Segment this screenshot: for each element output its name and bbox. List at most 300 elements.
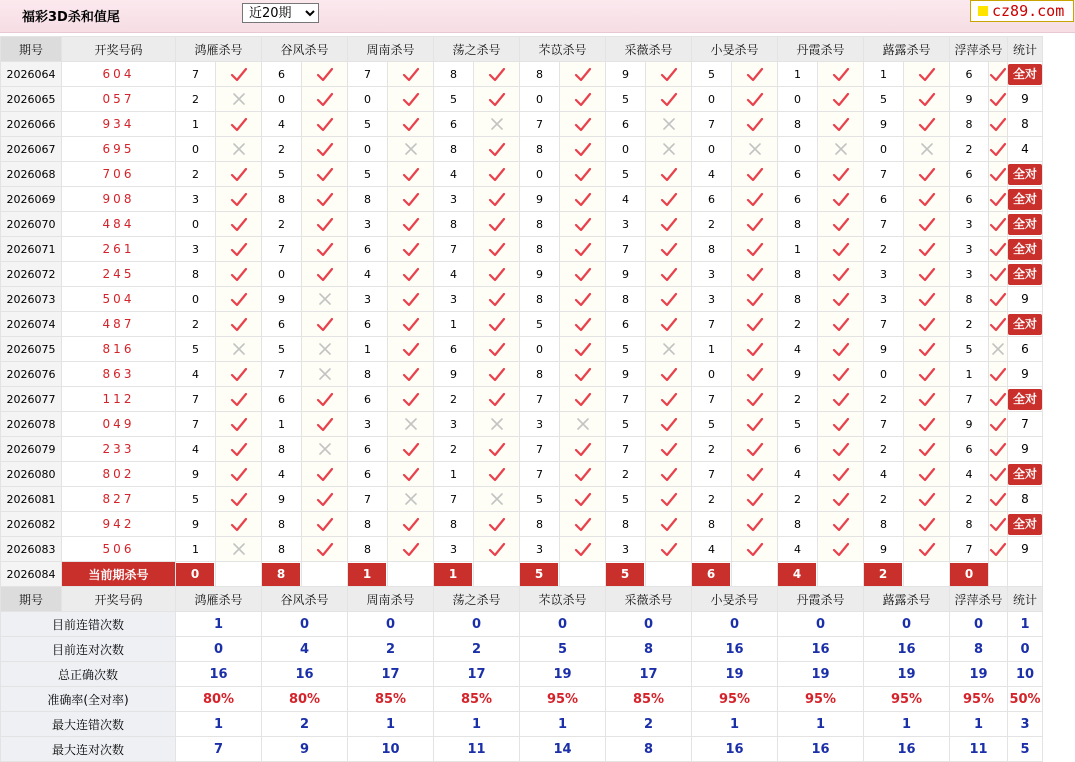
draw-row [1, 487, 1043, 512]
kill-number: 8 [520, 512, 560, 537]
check-icon [732, 112, 778, 137]
summary-row [1, 662, 1043, 687]
draw-number: 504 [62, 287, 176, 312]
draw-row [1, 362, 1043, 387]
check-icon [474, 437, 520, 462]
kill-number: 6 [348, 237, 388, 262]
logo-text: cz89.com [992, 2, 1065, 20]
check-icon [904, 537, 950, 562]
issue-number: 2026076 [1, 362, 62, 387]
cross-icon [904, 137, 950, 162]
cross-icon [302, 287, 348, 312]
header-expert: 丹霞杀号 [778, 37, 864, 62]
kill-number: 4 [176, 362, 216, 387]
check-icon [818, 337, 864, 362]
kill-number: 5 [520, 487, 560, 512]
cross-icon [646, 137, 692, 162]
check-icon [989, 512, 1008, 537]
check-icon [646, 362, 692, 387]
kill-number: 5 [606, 162, 646, 187]
header-expert: 小旻杀号 [692, 37, 778, 62]
kill-number: 8 [520, 362, 560, 387]
check-icon [302, 137, 348, 162]
summary-value: 1 [434, 712, 520, 737]
summary-value: 1 [778, 712, 864, 737]
summary-value: 0 [950, 612, 1008, 637]
check-icon [646, 237, 692, 262]
kill-number: 3 [692, 262, 732, 287]
summary-value: 16 [262, 662, 348, 687]
kill-number: 3 [348, 412, 388, 437]
check-icon [474, 62, 520, 87]
kill-number: 7 [864, 312, 904, 337]
summary-value: 85% [434, 687, 520, 712]
check-icon [216, 162, 262, 187]
check-icon [560, 62, 606, 87]
draw-number: 487 [62, 312, 176, 337]
check-icon [989, 312, 1008, 337]
current-kill-blank [474, 562, 520, 587]
kill-number: 0 [176, 137, 216, 162]
check-icon [216, 387, 262, 412]
check-icon [474, 212, 520, 237]
check-icon [474, 187, 520, 212]
kill-number: 2 [176, 162, 216, 187]
summary-value: 8 [950, 637, 1008, 662]
kill-number: 3 [434, 187, 474, 212]
kill-number: 4 [176, 437, 216, 462]
kill-number: 1 [864, 62, 904, 87]
header-issue: 期号 [1, 587, 62, 612]
row-stat: 9 [1008, 362, 1043, 387]
summary-value: 1 [520, 712, 606, 737]
check-icon [732, 162, 778, 187]
kill-number: 0 [520, 87, 560, 112]
cross-icon [388, 487, 434, 512]
all-right-badge: 全对 [1008, 464, 1042, 485]
row-stat: 6 [1008, 337, 1043, 362]
check-icon [818, 537, 864, 562]
kill-number: 3 [176, 237, 216, 262]
row-stat: 9 [1008, 537, 1043, 562]
kill-number: 7 [606, 437, 646, 462]
summary-value: 0 [864, 612, 950, 637]
kill-number: 8 [434, 512, 474, 537]
kill-number: 6 [262, 312, 302, 337]
current-kill-blank [646, 562, 692, 587]
header-stat: 统计 [1008, 37, 1043, 62]
summary-value: 0 [348, 612, 434, 637]
kill-number: 3 [520, 412, 560, 437]
check-icon [560, 287, 606, 312]
check-icon [388, 187, 434, 212]
issue-number: 2026071 [1, 237, 62, 262]
all-right-badge: 全对 [1008, 189, 1042, 210]
summary-value: 80% [262, 687, 348, 712]
header-expert: 浮萍杀号 [950, 587, 1008, 612]
check-icon [302, 512, 348, 537]
summary-label: 准确率(全对率) [1, 687, 176, 712]
summary-stat: 1 [1008, 612, 1043, 637]
kill-number: 9 [864, 537, 904, 562]
check-icon [302, 212, 348, 237]
check-icon [818, 437, 864, 462]
kill-number: 2 [692, 212, 732, 237]
kill-number: 9 [778, 362, 818, 387]
check-icon [646, 462, 692, 487]
summary-value: 5 [520, 637, 606, 662]
summary-value: 4 [262, 637, 348, 662]
header-stat: 统计 [1008, 587, 1043, 612]
check-icon [646, 387, 692, 412]
header-row [1, 37, 1043, 62]
summary-value: 80% [176, 687, 262, 712]
check-icon [216, 187, 262, 212]
summary-value: 1 [176, 712, 262, 737]
kill-number: 8 [606, 512, 646, 537]
cross-icon [302, 437, 348, 462]
kill-number: 6 [606, 112, 646, 137]
check-icon [646, 287, 692, 312]
kill-number: 0 [348, 137, 388, 162]
current-kill-cell [950, 562, 989, 587]
summary-value: 8 [606, 637, 692, 662]
kill-number: 3 [950, 262, 989, 287]
cross-icon [216, 137, 262, 162]
kill-number: 6 [606, 312, 646, 337]
kill-number: 9 [176, 512, 216, 537]
check-icon [216, 212, 262, 237]
check-icon [818, 287, 864, 312]
check-icon [302, 187, 348, 212]
check-icon [474, 287, 520, 312]
check-icon [388, 87, 434, 112]
row-stat [1008, 162, 1043, 187]
kill-number: 3 [520, 537, 560, 562]
check-icon [818, 262, 864, 287]
summary-value: 17 [606, 662, 692, 687]
summary-value: 0 [434, 612, 520, 637]
kill-number: 1 [176, 112, 216, 137]
current-kill-cell [520, 562, 560, 587]
check-icon [216, 487, 262, 512]
draw-number: 706 [62, 162, 176, 187]
kill-number: 3 [176, 187, 216, 212]
kill-number: 2 [864, 487, 904, 512]
check-icon [732, 212, 778, 237]
check-icon [560, 512, 606, 537]
kill-number: 9 [520, 262, 560, 287]
kill-number: 8 [348, 512, 388, 537]
issue-number: 2026069 [1, 187, 62, 212]
kill-number: 7 [520, 462, 560, 487]
check-icon [388, 312, 434, 337]
check-icon [216, 262, 262, 287]
draw-number: 695 [62, 137, 176, 162]
header-expert: 采薇杀号 [606, 587, 692, 612]
check-icon [388, 287, 434, 312]
check-icon [474, 462, 520, 487]
summary-value: 95% [778, 687, 864, 712]
header-expert: 芣苡杀号 [520, 37, 606, 62]
check-icon [560, 537, 606, 562]
current-kill-number: 6 [692, 563, 730, 586]
kill-number: 9 [434, 362, 474, 387]
check-icon [388, 387, 434, 412]
current-kill-blank [904, 562, 950, 587]
check-icon [302, 262, 348, 287]
site-logo[interactable] [970, 0, 1074, 22]
kill-number: 4 [434, 162, 474, 187]
check-icon [818, 412, 864, 437]
all-right-badge: 全对 [1008, 314, 1042, 335]
header-expert: 小旻杀号 [692, 587, 778, 612]
check-icon [646, 62, 692, 87]
header-expert: 周南杀号 [348, 587, 434, 612]
page-title: 福彩3D杀和值尾 [22, 10, 120, 25]
kill-number: 6 [778, 162, 818, 187]
current-issue-number: 2026084 [1, 562, 62, 587]
kill-number: 3 [950, 212, 989, 237]
check-icon [732, 462, 778, 487]
check-icon [989, 412, 1008, 437]
kill-number: 7 [864, 412, 904, 437]
draw-row [1, 237, 1043, 262]
check-icon [904, 387, 950, 412]
check-icon [989, 237, 1008, 262]
current-kill-number: 8 [262, 563, 300, 586]
summary-row [1, 637, 1043, 662]
check-icon [818, 212, 864, 237]
kill-number: 6 [864, 187, 904, 212]
summary-value: 11 [434, 737, 520, 762]
summary-value: 16 [692, 737, 778, 762]
check-icon [904, 362, 950, 387]
kill-number: 0 [864, 362, 904, 387]
kill-number: 5 [606, 412, 646, 437]
row-stat [1008, 62, 1043, 87]
draw-row [1, 137, 1043, 162]
current-kill-number: 2 [864, 563, 902, 586]
kill-number: 2 [950, 487, 989, 512]
row-stat [1008, 262, 1043, 287]
summary-value: 2 [262, 712, 348, 737]
summary-stat: 3 [1008, 712, 1043, 737]
check-icon [646, 187, 692, 212]
header-draw: 开奖号码 [62, 587, 176, 612]
kill-number: 6 [950, 437, 989, 462]
kill-number: 9 [950, 412, 989, 437]
issue-number: 2026075 [1, 337, 62, 362]
check-icon [388, 112, 434, 137]
check-icon [388, 437, 434, 462]
check-icon [302, 112, 348, 137]
check-icon [560, 187, 606, 212]
check-icon [388, 212, 434, 237]
kill-number: 5 [606, 87, 646, 112]
summary-value: 17 [348, 662, 434, 687]
kill-number: 1 [348, 337, 388, 362]
draw-row [1, 337, 1043, 362]
all-right-badge: 全对 [1008, 389, 1042, 410]
issue-number: 2026067 [1, 137, 62, 162]
check-icon [989, 87, 1008, 112]
summary-value: 19 [778, 662, 864, 687]
header-expert: 谷风杀号 [262, 587, 348, 612]
check-icon [474, 262, 520, 287]
draw-row [1, 262, 1043, 287]
row-stat: 9 [1008, 87, 1043, 112]
draw-row [1, 437, 1043, 462]
kill-number: 6 [262, 387, 302, 412]
check-icon [818, 237, 864, 262]
summary-value: 2 [348, 637, 434, 662]
check-icon [646, 487, 692, 512]
draw-row [1, 187, 1043, 212]
header-expert: 鸿雁杀号 [176, 37, 262, 62]
issue-number: 2026083 [1, 537, 62, 562]
kill-number: 9 [606, 262, 646, 287]
kill-number: 4 [778, 337, 818, 362]
summary-label: 目前连错次数 [1, 612, 176, 637]
summary-value: 1 [176, 612, 262, 637]
check-icon [646, 412, 692, 437]
draw-number: 112 [62, 387, 176, 412]
kill-number: 1 [434, 462, 474, 487]
kill-number: 0 [778, 87, 818, 112]
kill-number: 6 [950, 62, 989, 87]
check-icon [989, 162, 1008, 187]
check-icon [818, 112, 864, 137]
kill-number: 7 [176, 62, 216, 87]
all-right-badge: 全对 [1008, 264, 1042, 285]
kill-number: 1 [950, 362, 989, 387]
draw-row [1, 312, 1043, 337]
summary-value: 16 [778, 737, 864, 762]
cross-icon [216, 87, 262, 112]
summary-row [1, 612, 1043, 637]
kill-number: 2 [864, 387, 904, 412]
check-icon [474, 237, 520, 262]
summary-label: 目前连对次数 [1, 637, 176, 662]
check-icon [904, 287, 950, 312]
check-icon [302, 412, 348, 437]
kill-number: 4 [692, 162, 732, 187]
summary-value: 14 [520, 737, 606, 762]
check-icon [560, 437, 606, 462]
current-kill-number: 5 [520, 563, 558, 586]
kill-number: 5 [606, 487, 646, 512]
kill-number: 8 [176, 262, 216, 287]
kill-number: 5 [950, 337, 989, 362]
kill-number: 0 [176, 287, 216, 312]
draw-number: 604 [62, 62, 176, 87]
kill-number: 5 [520, 312, 560, 337]
check-icon [732, 437, 778, 462]
kill-number: 2 [176, 87, 216, 112]
draw-number: 908 [62, 187, 176, 212]
kill-number: 5 [176, 337, 216, 362]
kill-number: 7 [864, 162, 904, 187]
draw-number: 049 [62, 412, 176, 437]
draw-number: 057 [62, 87, 176, 112]
summary-value: 16 [778, 637, 864, 662]
kill-number: 9 [606, 62, 646, 87]
summary-value: 2 [606, 712, 692, 737]
check-icon [560, 362, 606, 387]
summary-value: 0 [606, 612, 692, 637]
current-kill-blank [302, 562, 348, 587]
header-expert: 采薇杀号 [606, 37, 692, 62]
kill-number: 7 [434, 487, 474, 512]
period-select[interactable] [242, 3, 319, 23]
row-stat [1008, 387, 1043, 412]
draw-row [1, 387, 1043, 412]
kill-number: 5 [348, 112, 388, 137]
check-icon [989, 387, 1008, 412]
kill-number: 5 [864, 87, 904, 112]
kill-number: 0 [864, 137, 904, 162]
kill-number: 7 [692, 312, 732, 337]
kill-number: 8 [262, 437, 302, 462]
kill-number: 2 [778, 387, 818, 412]
check-icon [388, 262, 434, 287]
issue-number: 2026073 [1, 287, 62, 312]
check-icon [904, 162, 950, 187]
check-icon [989, 462, 1008, 487]
header-expert: 荡之杀号 [434, 587, 520, 612]
check-icon [904, 112, 950, 137]
draw-number: 802 [62, 462, 176, 487]
kill-number: 5 [692, 62, 732, 87]
summary-value: 19 [520, 662, 606, 687]
check-icon [302, 162, 348, 187]
summary-value: 19 [692, 662, 778, 687]
summary-stat: 10 [1008, 662, 1043, 687]
kill-number: 5 [262, 337, 302, 362]
check-icon [818, 387, 864, 412]
current-kill-cell [692, 562, 732, 587]
kill-number: 7 [434, 237, 474, 262]
current-kill-label: 当前期杀号 [62, 562, 176, 587]
kill-number: 8 [262, 512, 302, 537]
kill-number: 9 [520, 187, 560, 212]
kill-number: 3 [434, 537, 474, 562]
kill-number: 7 [950, 537, 989, 562]
kill-number: 8 [520, 137, 560, 162]
kill-number: 7 [520, 112, 560, 137]
kill-number: 3 [606, 537, 646, 562]
summary-stat: 5 [1008, 737, 1043, 762]
current-kill-cell [176, 562, 216, 587]
draw-row [1, 112, 1043, 137]
summary-value: 95% [950, 687, 1008, 712]
kill-number: 4 [606, 187, 646, 212]
row-stat: 7 [1008, 412, 1043, 437]
kill-number: 6 [950, 162, 989, 187]
check-icon [732, 412, 778, 437]
check-icon [474, 512, 520, 537]
check-icon [732, 87, 778, 112]
check-icon [732, 362, 778, 387]
check-icon [560, 387, 606, 412]
check-icon [732, 512, 778, 537]
kill-number: 4 [434, 262, 474, 287]
all-right-badge: 全对 [1008, 64, 1042, 85]
check-icon [388, 337, 434, 362]
issue-number: 2026080 [1, 462, 62, 487]
cross-icon [388, 412, 434, 437]
